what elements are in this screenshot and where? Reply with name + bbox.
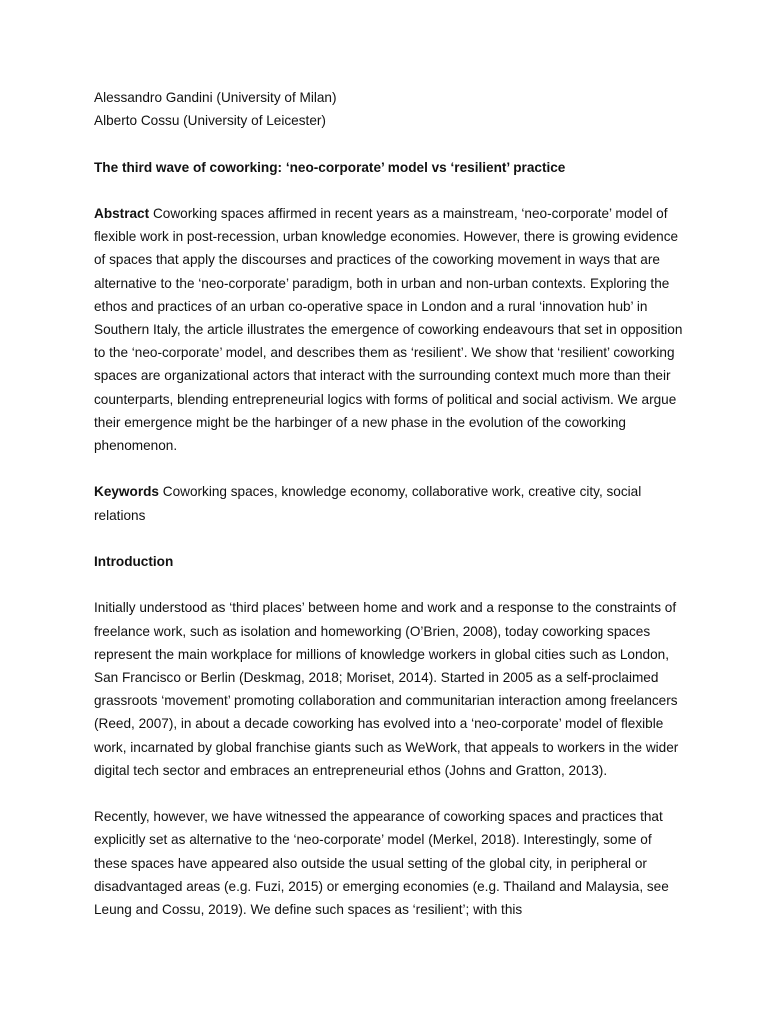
paper-title: The third wave of coworking: ‘neo-corporate’ model vs ‘resilient’ practice xyxy=(94,159,566,175)
keywords-text: Coworking spaces, knowledge economy, collaborative work, creative city, social relations xyxy=(94,484,642,523)
author-line: Alberto Cossu (University of Leicester) xyxy=(94,113,326,129)
abstract-label: Abstract xyxy=(94,205,150,221)
abstract-paragraph xyxy=(94,202,684,457)
abstract-text: Coworking spaces affirmed in recent years as a mainstream, ‘neo-corporate’ model of flexible work in post-recession, urban knowledge economies. However, there is growing evidence of spaces that apply the discourses and practices of the coworking movement in ways that are alternative to the ‘neo-corporate’ paradigm, both in urban and non-urban contexts. Exploring the ethos and practices of an urban co-operative space in London and a rural ‘innovation hub’ in Southern Italy, the article illustrates the emergence of coworking endeavours that set in opposition to the ‘neo-corporate’ model, and describes them as ‘resilient’. We show that ‘resilient’ coworking spaces are organizational actors that interact with the surrounding context much more than their counterparts, blending entrepreneurial logics with forms of political and social activism. We argue their emergence might be the harbinger of a new phase in the evolution of the coworking phenomenon. xyxy=(94,205,683,454)
section-heading-introduction: Introduction xyxy=(94,554,174,569)
body-paragraph: Recently, however, we have witnessed the appearance of coworking spaces and practices that explicitly set as alternative to the ‘neo-corporate’ model (Merkel, 2018). Interestingly, some of these spaces have appeared also outside the usual setting of the global city, in peripheral or disadvantaged areas (e.g. Fuzi, 2015) or emerging economies (e.g. Thailand and Malaysia, see Leung and Cossu, 2019). We define such spaces as ‘resilient’; with this xyxy=(94,809,669,918)
document-page xyxy=(94,86,684,921)
keywords-paragraph xyxy=(94,480,684,526)
keywords-label: Keywords xyxy=(94,484,159,500)
author-list xyxy=(94,86,684,132)
body-paragraph: Initially understood as ‘third places’ between home and work and a response to the constraints of freelance work, such as isolation and homeworking (O’Brien, 2008), today coworking spaces represent the main workplace for millions of knowledge workers in global cities such as London, San Francisco or Berlin (Deskmag, 2018; Moriset, 2014). Started in 2005 as a self-proclaimed grassroots ‘movement’ promoting collaboration and communitarian interaction among freelancers (Reed, 2007), in about a decade coworking has evolved into a ‘neo-corporate’ model of flexible work, incarnated by global franchise giants such as WeWork, that appeals to workers in the wider digital tech sector and embraces an entrepreneurial ethos (Johns and Gratton, 2013). xyxy=(94,600,679,778)
author-line: Alessandro Gandini (University of Milan) xyxy=(94,90,337,105)
